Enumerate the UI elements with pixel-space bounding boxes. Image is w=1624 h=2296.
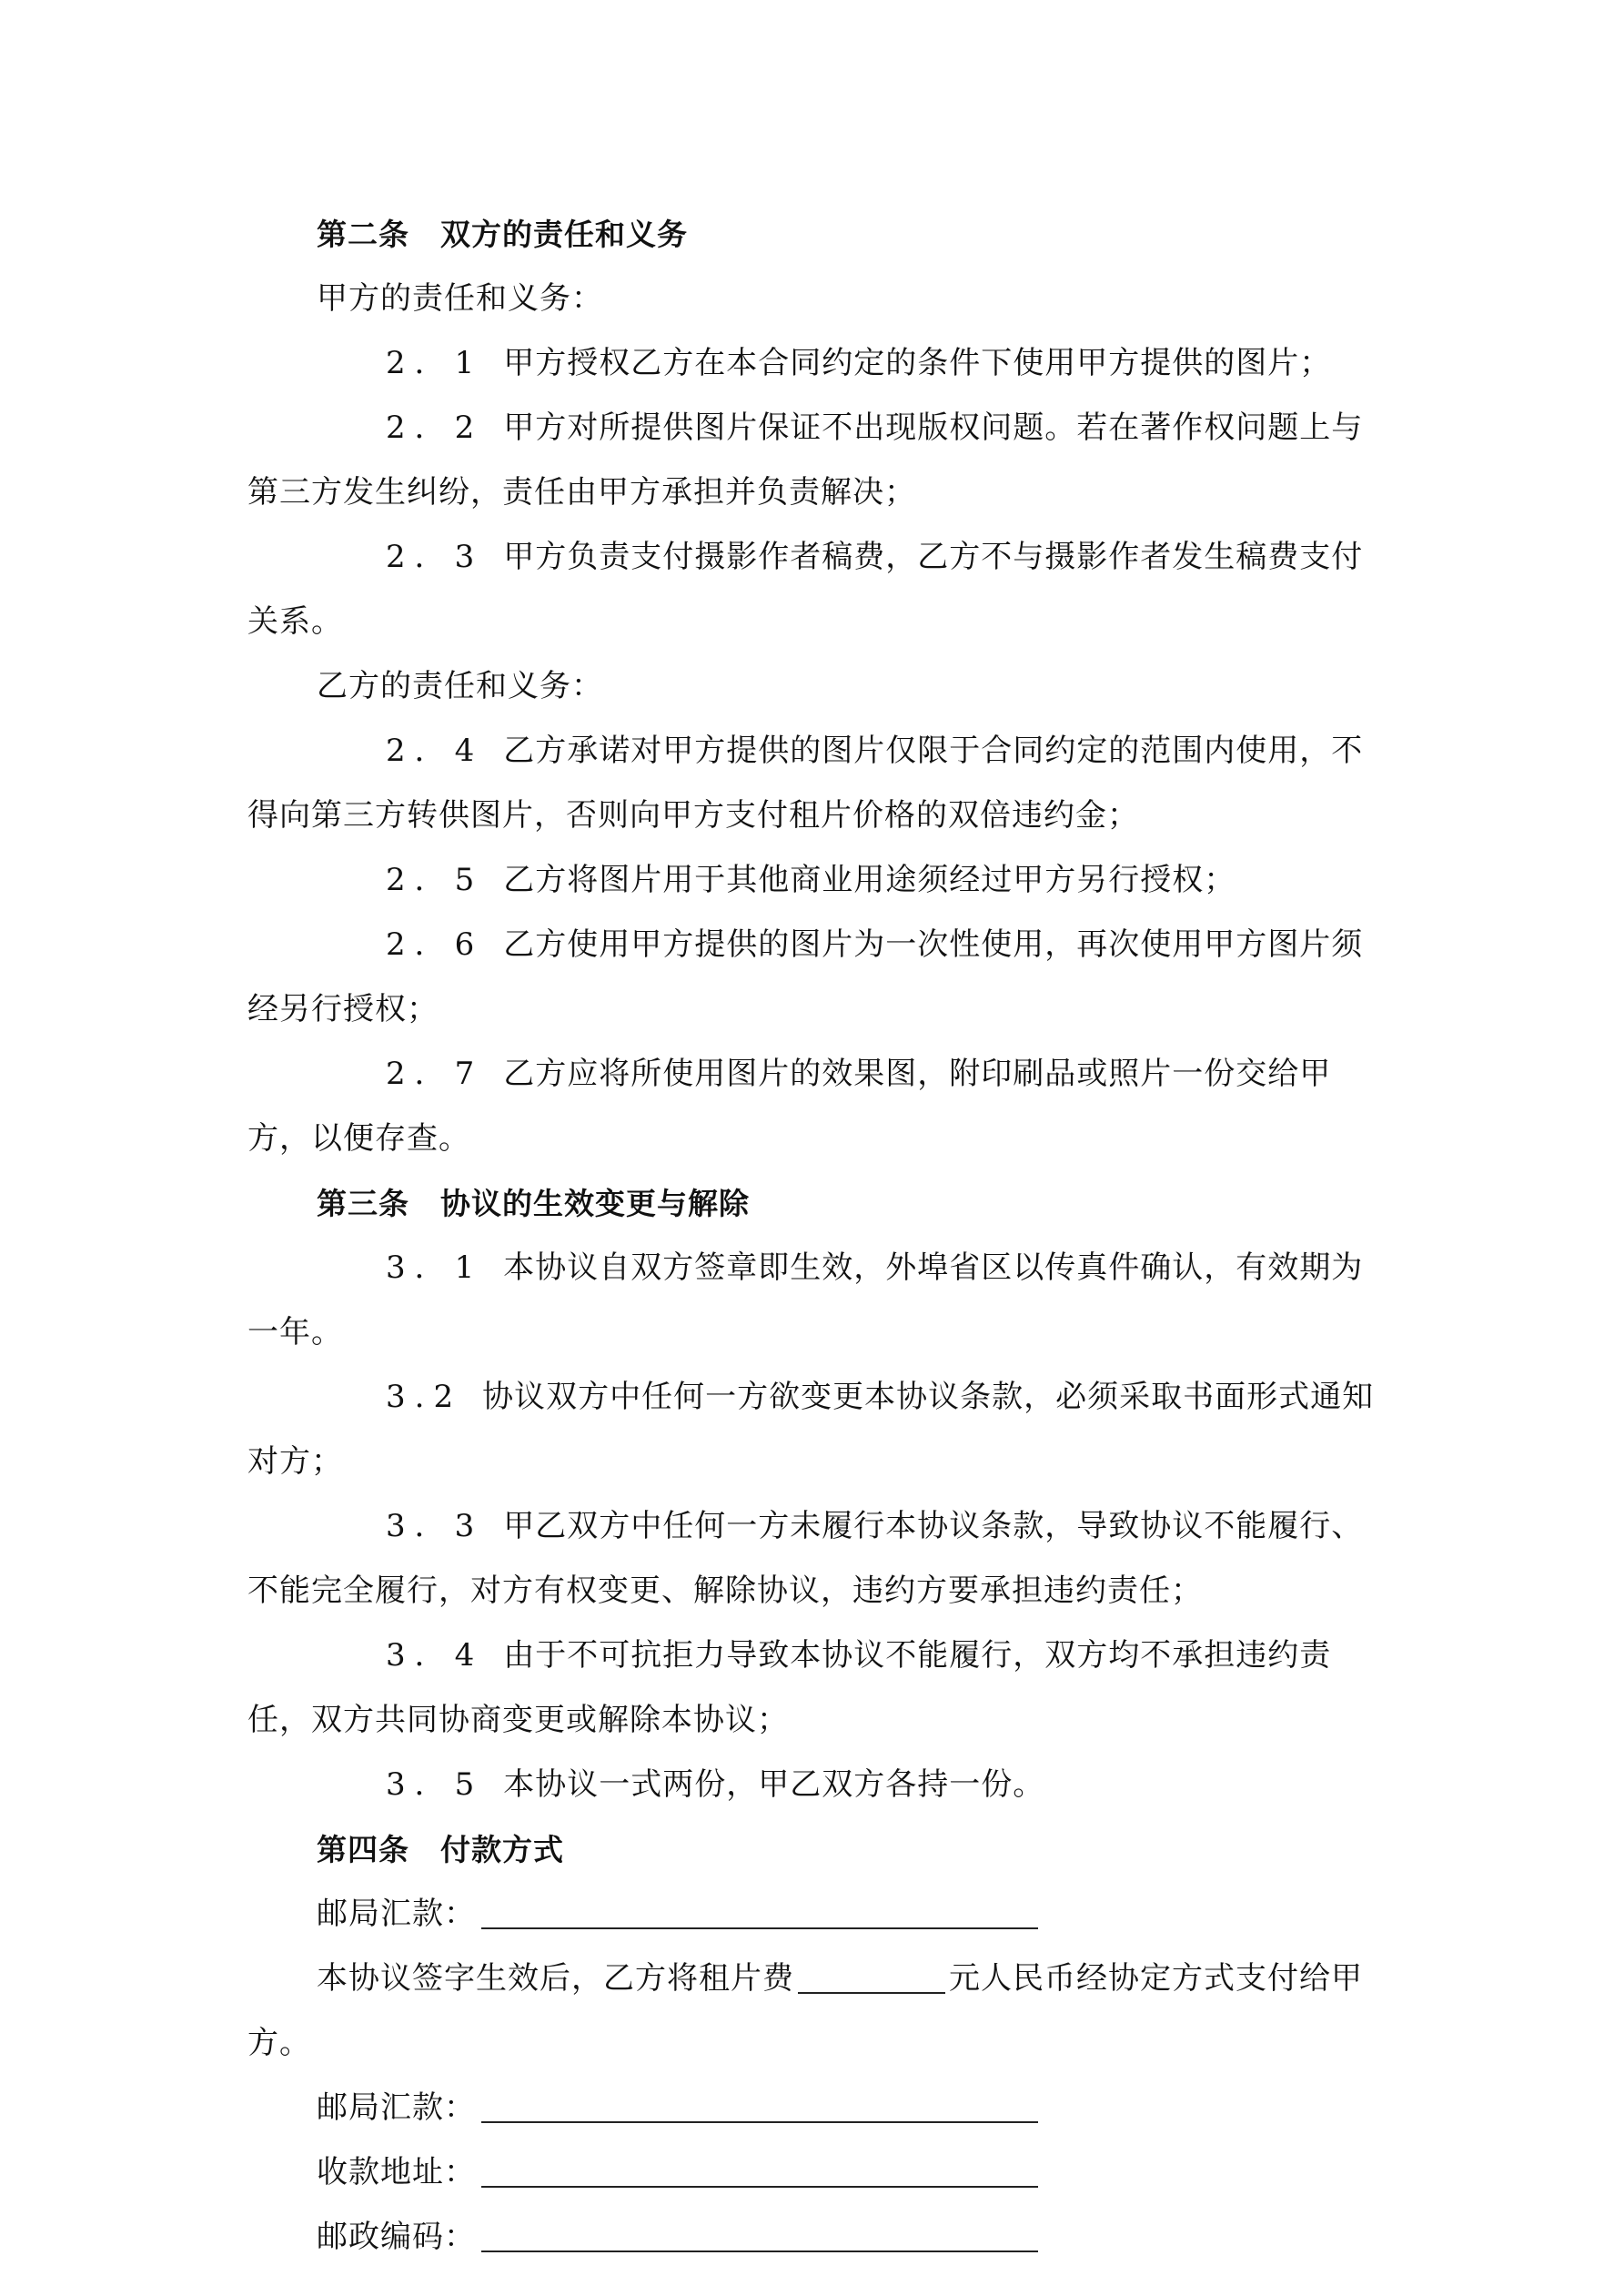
clause-2-2 (247, 396, 1385, 525)
clause-2-7 (247, 1042, 1385, 1171)
clause-2-1 (247, 331, 1385, 396)
clause-text: 本协议一式两份，甲乙双方各持一份。 (503, 1766, 1045, 1803)
clause-number: 3．5 (386, 1766, 484, 1803)
clause-2-5 (247, 848, 1385, 913)
clause-text: 协议双方中任何一方欲变更本协议条款，必须采取书面形式通知对方； (247, 1379, 1375, 1480)
remittance-row-2 (247, 2076, 1385, 2140)
clause-number: 2．1 (386, 345, 484, 381)
payment-text-after: 元人民币经协定方式支付给甲方。 (247, 1960, 1363, 2061)
remittance-blank-line[interactable] (481, 2087, 1038, 2123)
postcode-row (247, 2205, 1385, 2270)
article-2-heading: 第二条 双方的责任和义务 (317, 217, 688, 252)
clause-text: 本协议自双方签章即生效，外埠省区以传真件确认，有效期为一年。 (247, 1249, 1364, 1350)
clause-number: 3．3 (386, 1508, 484, 1544)
clause-2-3 (247, 525, 1385, 654)
clause-text: 甲乙双方中任何一方未履行本协议条款，导致协议不能履行、不能完全履行，对方有权变更、解除协议，违约方要承担违约责任； (247, 1508, 1364, 1609)
clause-3-2 (247, 1365, 1385, 1494)
clause-number: 2．2 (386, 410, 484, 446)
clause-number: 2．7 (386, 1056, 484, 1092)
clause-text: 乙方使用甲方提供的图片为一次性使用，再次使用甲方图片须经另行授权； (247, 926, 1364, 1027)
clause-3-4 (247, 1623, 1385, 1753)
party-b-duties-title: 乙方的责任和义务： (317, 668, 603, 704)
payment-text-before: 本协议签字生效后，乙方将租片费 (317, 1960, 794, 1997)
clause-text: 乙方将图片用于其他商业用途须经过甲方另行授权； (503, 862, 1236, 898)
party-a-duties-title: 甲方的责任和义务： (317, 280, 603, 317)
remittance-blank-line[interactable] (481, 1893, 1038, 1929)
clause-number: 2．6 (386, 926, 484, 963)
rental-fee-blank-line[interactable] (798, 1957, 945, 1994)
clause-3-3 (247, 1494, 1385, 1623)
article-4-heading: 第四条 付款方式 (317, 1832, 564, 1867)
clause-2-4 (247, 719, 1385, 848)
postcode-label: 邮政编码： (317, 2219, 476, 2255)
clause-3-1 (247, 1236, 1385, 1365)
payment-clause (247, 1947, 1385, 2076)
clause-number: 3．1 (386, 1249, 484, 1286)
address-row (247, 2140, 1385, 2205)
remittance-label: 邮局汇款： (317, 1896, 476, 1932)
clause-number: 2．5 (386, 862, 484, 898)
clause-text: 由于不可抗拒力导致本协议不能履行，双方均不承担违约责任，双方共同协商变更或解除本协议； (247, 1637, 1332, 1738)
postcode-blank-line[interactable] (481, 2216, 1038, 2252)
clause-text: 甲方负责支付摄影作者稿费，乙方不与摄影作者发生稿费支付关系。 (247, 539, 1364, 640)
clause-number: 2．4 (386, 733, 484, 769)
clause-number: 3.2 (386, 1379, 463, 1415)
address-blank-line[interactable] (481, 2151, 1038, 2188)
remittance-row-1 (247, 1882, 1385, 1947)
clause-text: 甲方对所提供图片保证不出现版权问题。若在著作权问题上与第三方发生纠纷，责任由甲方承担并负责解决； (247, 410, 1364, 511)
clause-2-6 (247, 913, 1385, 1042)
clause-number: 3．4 (386, 1637, 484, 1674)
remittance-label: 邮局汇款： (317, 2089, 476, 2126)
clause-text: 乙方应将所使用图片的效果图，附印刷品或照片一份交给甲方，以便存查。 (247, 1056, 1332, 1157)
clause-text: 乙方承诺对甲方提供的图片仅限于合同约定的范围内使用，不得向第三方转供图片，否则向甲方支付租片价格的双倍违约金； (247, 733, 1364, 834)
clause-3-5 (247, 1753, 1385, 1817)
article-3-heading: 第三条 协议的生效变更与解除 (317, 1186, 750, 1221)
contract-body (247, 202, 1385, 2270)
clause-text: 甲方授权乙方在本合同约定的条件下使用甲方提供的图片； (503, 345, 1332, 381)
clause-number: 2．3 (386, 539, 484, 575)
address-label: 收款地址： (317, 2154, 476, 2190)
